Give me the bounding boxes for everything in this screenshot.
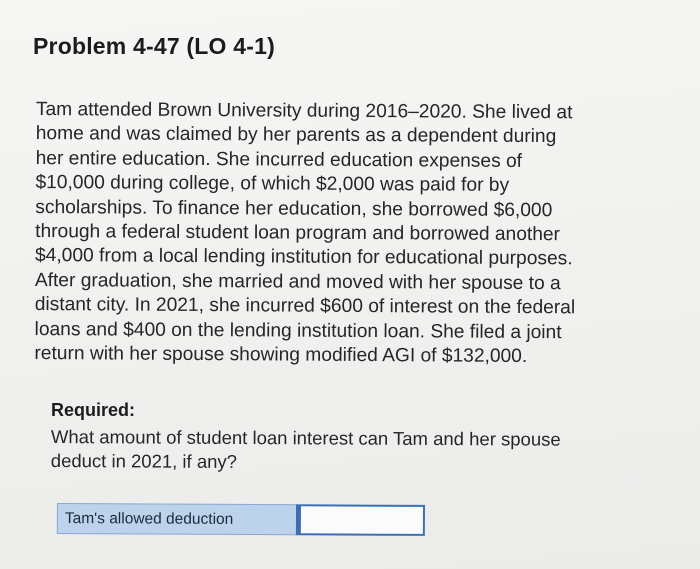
required-question [51, 425, 651, 476]
description-line: scholarships. To finance her education, she borrowed $6,000 [35, 196, 553, 221]
description-line: Tam attended Brown University during 2016–2020. She lived at [35, 98, 573, 124]
description-line: $4,000 from a local lending institution for educational purposes. [34, 245, 573, 270]
answer-label: Tam's allowed deduction [57, 503, 296, 535]
allowed-deduction-input[interactable] [296, 504, 425, 536]
answer-row [57, 503, 425, 536]
description-line: $10,000 during college, of which $2,000 was paid for by [35, 172, 510, 197]
description-line: loans and $400 on the lending institution loan. She filed a joint [34, 318, 562, 343]
question-line: What amount of student loan interest can Tam and her spouse [50, 426, 561, 450]
description-line: her entire education. She incurred education expenses of [35, 147, 523, 172]
required-heading: Required: [51, 400, 136, 420]
description-line: through a federal student loan program and borrowed another [35, 221, 561, 246]
description-line: After graduation, she married and moved with her spouse to a [34, 269, 561, 295]
description-line: home and was claimed by her parents as a dependent during [35, 123, 557, 148]
description-line: return with her spouse showing modified AGI of $132,000. [34, 343, 528, 368]
question-line: deduct in 2021, if any? [50, 449, 238, 472]
problem-title: Problem 4-47 (LO 4-1) [33, 33, 275, 59]
description-line: distant city. In 2021, she incurred $600 of interest on the federal [34, 294, 576, 319]
problem-description [34, 98, 656, 370]
